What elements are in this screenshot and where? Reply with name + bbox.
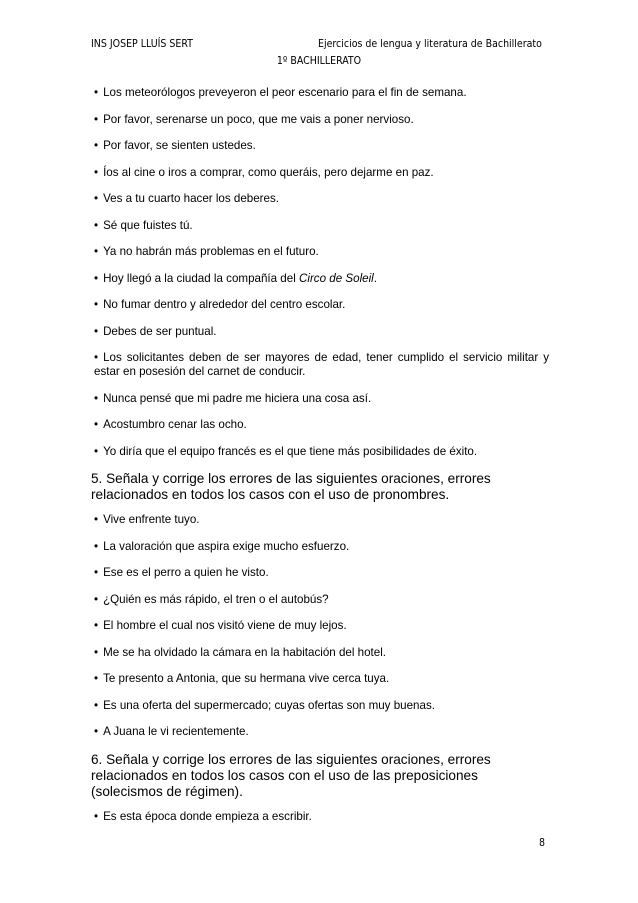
- list-item-text: Es esta época donde empieza a escribir.: [103, 809, 312, 823]
- bullet-icon: •: [94, 645, 99, 659]
- bullet-icon: •: [94, 672, 99, 685]
- list-item: [91, 513, 549, 527]
- bullet-icon: •: [94, 218, 99, 232]
- list-item-text: .: [373, 271, 377, 285]
- list-item-italic-text: Circo de Soleil: [299, 271, 374, 285]
- list-item: [91, 113, 549, 127]
- bullet-icon: •: [94, 271, 99, 285]
- list-item-text: Los solicitantes deben de ser mayores de edad, tener cumplido el servicio militar y estar en posesión del carnet de conducir.: [94, 351, 549, 378]
- list-item: [91, 619, 549, 633]
- header-school: INS JOSEP LLUÍS SERT: [91, 38, 193, 50]
- bullet-icon: •: [94, 351, 99, 364]
- list-item: [91, 593, 549, 607]
- bullet-icon: •: [94, 444, 99, 458]
- section-5-heading: 5. Señala y corrige los errores de las siguientes oraciones, errores relacionados en todos los casos con el uso de pronombres.: [91, 471, 491, 502]
- list-item-text: Íos al cine o iros a comprar, como queráis, pero dejarme en paz.: [103, 165, 434, 179]
- bullet-icon: •: [94, 391, 99, 405]
- list-item: [91, 219, 549, 233]
- list-item: [91, 725, 549, 739]
- section-4-list: [91, 86, 549, 459]
- list-item: [91, 540, 549, 554]
- list-item-text: Me se ha olvidado la cámara en la habitación del hotel.: [103, 645, 386, 659]
- document-body: [91, 86, 549, 836]
- bullet-icon: •: [94, 298, 99, 311]
- header-course-title: Ejercicios de lengua y literatura de Bachillerato: [318, 38, 542, 50]
- bullet-icon: •: [94, 698, 99, 712]
- list-item-text: ¿Quién es más rápido, el tren o el autobús?: [103, 592, 329, 606]
- list-item-text: No fumar dentro y alrededor del centro escolar.: [103, 298, 346, 311]
- bullet-icon: •: [94, 112, 99, 126]
- section-5-list: [91, 513, 549, 739]
- bullet-icon: •: [94, 165, 99, 179]
- bullet-icon: •: [94, 139, 99, 152]
- list-item: [91, 392, 549, 406]
- list-item: [91, 298, 549, 312]
- list-item-text: Nunca pensé que mi padre me hiciera una cosa así.: [103, 391, 372, 405]
- bullet-icon: •: [94, 592, 99, 606]
- list-item-text: Los meteorólogos preveyeron el peor escenario para el fin de semana.: [103, 86, 467, 99]
- list-item: [91, 166, 549, 180]
- header-level: 1º BACHILLERATO: [276, 55, 362, 67]
- bullet-icon: •: [94, 418, 99, 431]
- bullet-icon: •: [94, 192, 99, 205]
- list-item-text: Por favor, se sienten ustedes.: [103, 139, 256, 152]
- list-item: [91, 646, 549, 660]
- list-item-text: Sé que fuistes tú.: [103, 218, 193, 232]
- list-item-text: Ya no habrán más problemas en el futuro.: [103, 245, 319, 258]
- list-item: [91, 566, 549, 580]
- list-item: [91, 192, 549, 206]
- bullet-icon: •: [94, 619, 99, 632]
- list-item-text: A Juana le vi recientemente.: [103, 725, 249, 738]
- list-item-text: La valoración que aspira exige mucho esfuerzo.: [103, 539, 350, 553]
- section-6-heading: 6. Señala y corrige los errores de las siguientes oraciones, errores relacionados en todos los casos con el uso de las preposiciones (solecismos de régimen).: [91, 751, 491, 799]
- bullet-icon: •: [94, 566, 99, 579]
- list-item-text: Por favor, serenarse un poco, que me vais a poner nervioso.: [103, 112, 414, 126]
- list-item: [91, 672, 549, 686]
- bullet-icon: •: [94, 86, 99, 99]
- list-item: [91, 325, 549, 339]
- list-item: [91, 699, 549, 713]
- list-item-text: Es una oferta del supermercado; cuyas ofertas son muy buenas.: [103, 698, 435, 712]
- list-item: [91, 139, 549, 153]
- list-item: [91, 272, 549, 286]
- list-item: [91, 245, 549, 259]
- list-item-text: Debes de ser puntual.: [103, 324, 217, 338]
- bullet-icon: •: [94, 513, 99, 526]
- list-item-text: Acostumbro cenar las ocho.: [103, 418, 247, 431]
- list-item-text: Yo diría que el equipo francés es el que tiene más posibilidades de éxito.: [103, 444, 478, 458]
- list-item-text: Hoy llegó a la ciudad la compañía del: [103, 271, 299, 285]
- bullet-icon: •: [94, 809, 99, 823]
- list-item: [91, 810, 549, 824]
- list-item-text: Ves a tu cuarto hacer los deberes.: [103, 192, 280, 205]
- list-item: [91, 351, 549, 379]
- bullet-icon: •: [94, 539, 99, 553]
- list-item: [91, 418, 549, 432]
- bullet-icon: •: [94, 725, 99, 738]
- list-item-text: Ese es el perro a quien he visto.: [103, 566, 269, 579]
- page-number: 8: [539, 837, 546, 849]
- list-item-text: Te presento a Antonia, que su hermana vive cerca tuya.: [103, 672, 390, 685]
- section-6-list: [91, 810, 549, 824]
- list-item: [91, 86, 549, 100]
- list-item-text: El hombre el cual nos visitó viene de muy lejos.: [103, 619, 347, 632]
- list-item-text: Vive enfrente tuyo.: [103, 513, 200, 526]
- bullet-icon: •: [94, 245, 99, 258]
- list-item: [91, 445, 549, 459]
- bullet-icon: •: [94, 324, 99, 338]
